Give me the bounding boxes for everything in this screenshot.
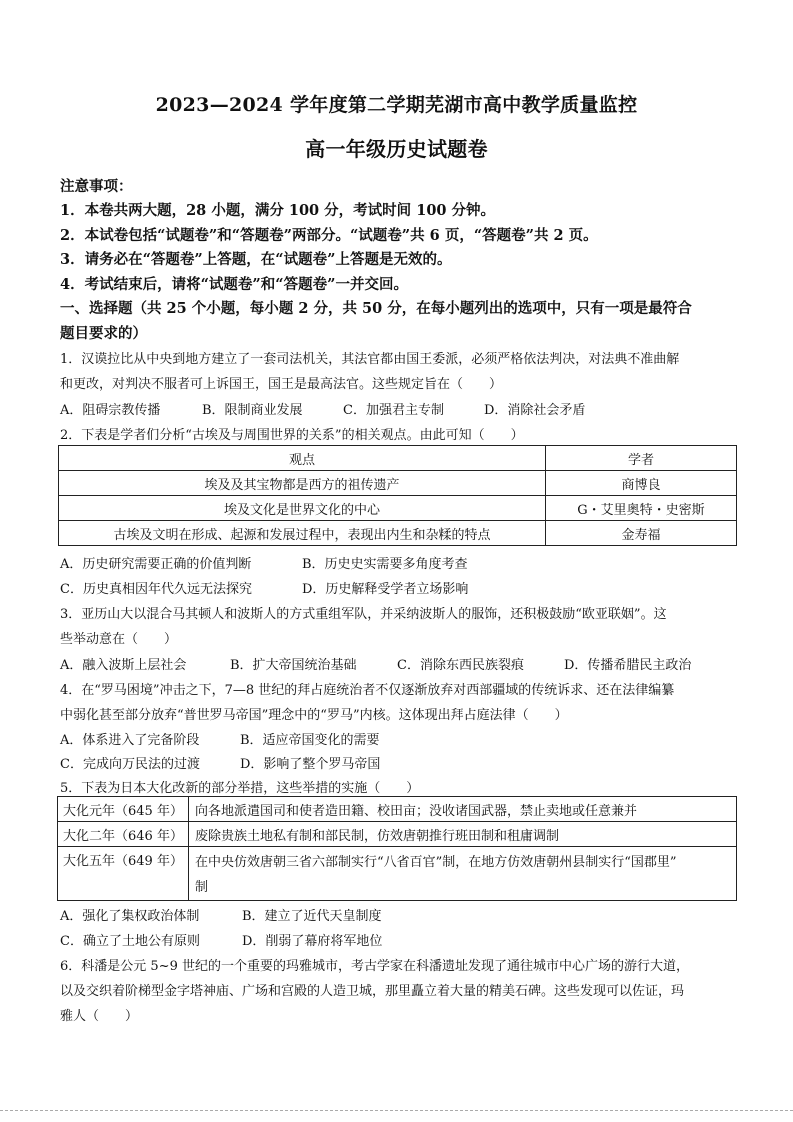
question-6-stem-cont: 以及交织着阶梯型金字塔神庙、广场和宫殿的人造卫城，那里矗立着大量的精美石碑。这些发现可以佐证，玛 [60, 984, 685, 999]
question-5-stem: 5．下表为日本大化改新的部分举措，这些举措的实施（ ） [60, 781, 420, 796]
column-header-view: 观点 [59, 446, 546, 471]
question-1-options [60, 399, 585, 418]
question-2-options [60, 578, 468, 597]
view-cell: 古埃及文明在形成、起源和发展过程中，表现出内生和杂糅的特点 [59, 521, 546, 546]
column-header-scholar: 学者 [546, 446, 737, 471]
option-d: D．削弱了幕府将军地位 [242, 934, 383, 949]
question-4-stem-cont: 中弱化甚至部分放弃“普世罗马帝国”理念中的“罗马”内核。这体现出拜占庭法律（ ） [60, 708, 568, 723]
measure-line: 在中央仿效唐朝三省六部制实行“八省百官”制，在地方仿效唐朝州县制实行“国郡里” [194, 855, 677, 870]
viewpoints-table [58, 445, 737, 546]
notice-item: 3．请务必在“答题卷”上答题，在“试题卷”上答题是无效的。 [60, 251, 452, 268]
option-d: D．消除社会矛盾 [484, 403, 586, 418]
era-cell: 大化元年（645 年） [58, 797, 189, 822]
question-6-stem: 6．科潘是公元 5~9 世纪的一个重要的玛雅城市，考古学家在科潘遗址发现了通往城市中心广场的游行大道， [60, 959, 689, 974]
option-a: A．强化了集权政治体制 [60, 909, 200, 924]
option-d: D．历史解释受学者立场影响 [302, 582, 469, 597]
scholar-cell: 商博良 [546, 471, 737, 496]
question-4-stem: 4．在“罗马困境”冲击之下，7—8 世纪的拜占庭统治者不仅逐渐放弃对西部疆域的传统诉求、还在法律编纂 [60, 683, 675, 698]
question-4-options [60, 753, 380, 772]
measure-cell: 向各地派遣国司和使者造田籍、校田亩；没收诸国武器，禁止卖地或任意兼并 [188, 797, 736, 822]
option-b: B．限制商业发展 [202, 403, 303, 418]
question-1-stem-cont: 和更改，对判决不服者可上诉国王，国王是最高法官。这些规定旨在（ ） [60, 377, 503, 392]
question-4-options [60, 729, 380, 748]
option-c: C．加强君主专制 [343, 403, 444, 418]
question-3-stem-cont: 些举动意在（ ） [60, 632, 178, 647]
option-b: B．历史史实需要多角度考查 [302, 557, 468, 572]
era-cell: 大化五年（649 年） [58, 847, 189, 901]
option-c: C．完成向万民法的过渡 [60, 757, 200, 772]
option-b: B．建立了近代天皇制度 [242, 909, 382, 924]
section-heading-cont: 题目要求的） [60, 325, 147, 342]
option-c: C．确立了土地公有原则 [60, 934, 200, 949]
question-1-stem: 1．汉谟拉比从中央到地方建立了一套司法机关，其法官都由国王委派，必须严格依法判决，对法典不准曲解 [60, 352, 680, 367]
option-a: A．阻碍宗教传播 [60, 403, 161, 418]
question-3-options [60, 654, 691, 673]
option-a: A．历史研究需要正确的价值判断 [60, 557, 252, 572]
measure-line: 制 [194, 880, 208, 895]
option-d: D．影响了整个罗马帝国 [240, 757, 381, 772]
question-5-options [60, 905, 382, 924]
scholar-cell: 金寿福 [546, 521, 737, 546]
measure-cell: 废除贵族土地私有制和部民制，仿效唐朝推行班田制和租庸调制 [188, 822, 736, 847]
question-2-options [60, 553, 468, 572]
table-row [59, 521, 737, 546]
question-2-stem: 2．下表是学者们分析“古埃及与周围世界的关系”的相关观点。由此可知（ ） [60, 428, 524, 443]
view-cell: 埃及文化是世界文化的中心 [59, 496, 546, 521]
table-row [59, 496, 737, 521]
option-d: D．传播希腊民主政治 [564, 658, 692, 673]
option-a: A．体系进入了完备阶段 [60, 733, 200, 748]
notice-heading: 注意事项： [60, 178, 133, 195]
table-header-row [59, 446, 737, 471]
notice-item: 2．本试卷包括“试题卷”和“答题卷”两部分。“试题卷”共 6 页，“答题卷”共 2 页。 [60, 227, 598, 244]
table-row [59, 471, 737, 496]
notice-item: 1．本卷共两大题，28 小题，满分 100 分，考试时间 100 分钟。 [60, 202, 496, 219]
option-b: B．扩大帝国统治基础 [230, 658, 357, 673]
reform-table [57, 796, 737, 901]
question-5-options [60, 930, 382, 949]
option-b: B．适应帝国变化的需要 [240, 733, 380, 748]
scholar-cell: G・艾里奥特・史密斯 [546, 496, 737, 521]
view-cell: 埃及及其宝物都是西方的祖传遗产 [59, 471, 546, 496]
section-heading: 一、选择题（共 25 个小题，每小题 2 分，共 50 分，在每小题列出的选项中，只有一项是最符合 [60, 300, 692, 317]
exam-subtitle: 高一年级历史试题卷 [305, 137, 488, 161]
table-row [58, 847, 737, 901]
option-c: C．历史真相因年代久远无法探究 [60, 582, 252, 597]
question-6-stem-cont: 雅人（ ） [60, 1009, 139, 1024]
table-row [58, 822, 737, 847]
page-bottom-divider [0, 1110, 793, 1111]
question-3-stem: 3．亚历山大以混合马其顿人和波斯人的方式重组军队，并采纳波斯人的服饰，还积极鼓励“欧亚联姻”。这 [60, 607, 667, 622]
exam-title: 2023—2024 学年度第二学期芜湖市高中教学质量监控 [155, 94, 638, 116]
era-cell: 大化二年（646 年） [58, 822, 189, 847]
measure-cell [188, 847, 736, 901]
notice-item: 4．考试结束后，请将“试题卷”和“答题卷”一并交回。 [60, 276, 408, 293]
option-a: A．融入波斯上层社会 [60, 658, 187, 673]
table-row [58, 797, 737, 822]
option-c: C．消除东西民族裂痕 [397, 658, 524, 673]
